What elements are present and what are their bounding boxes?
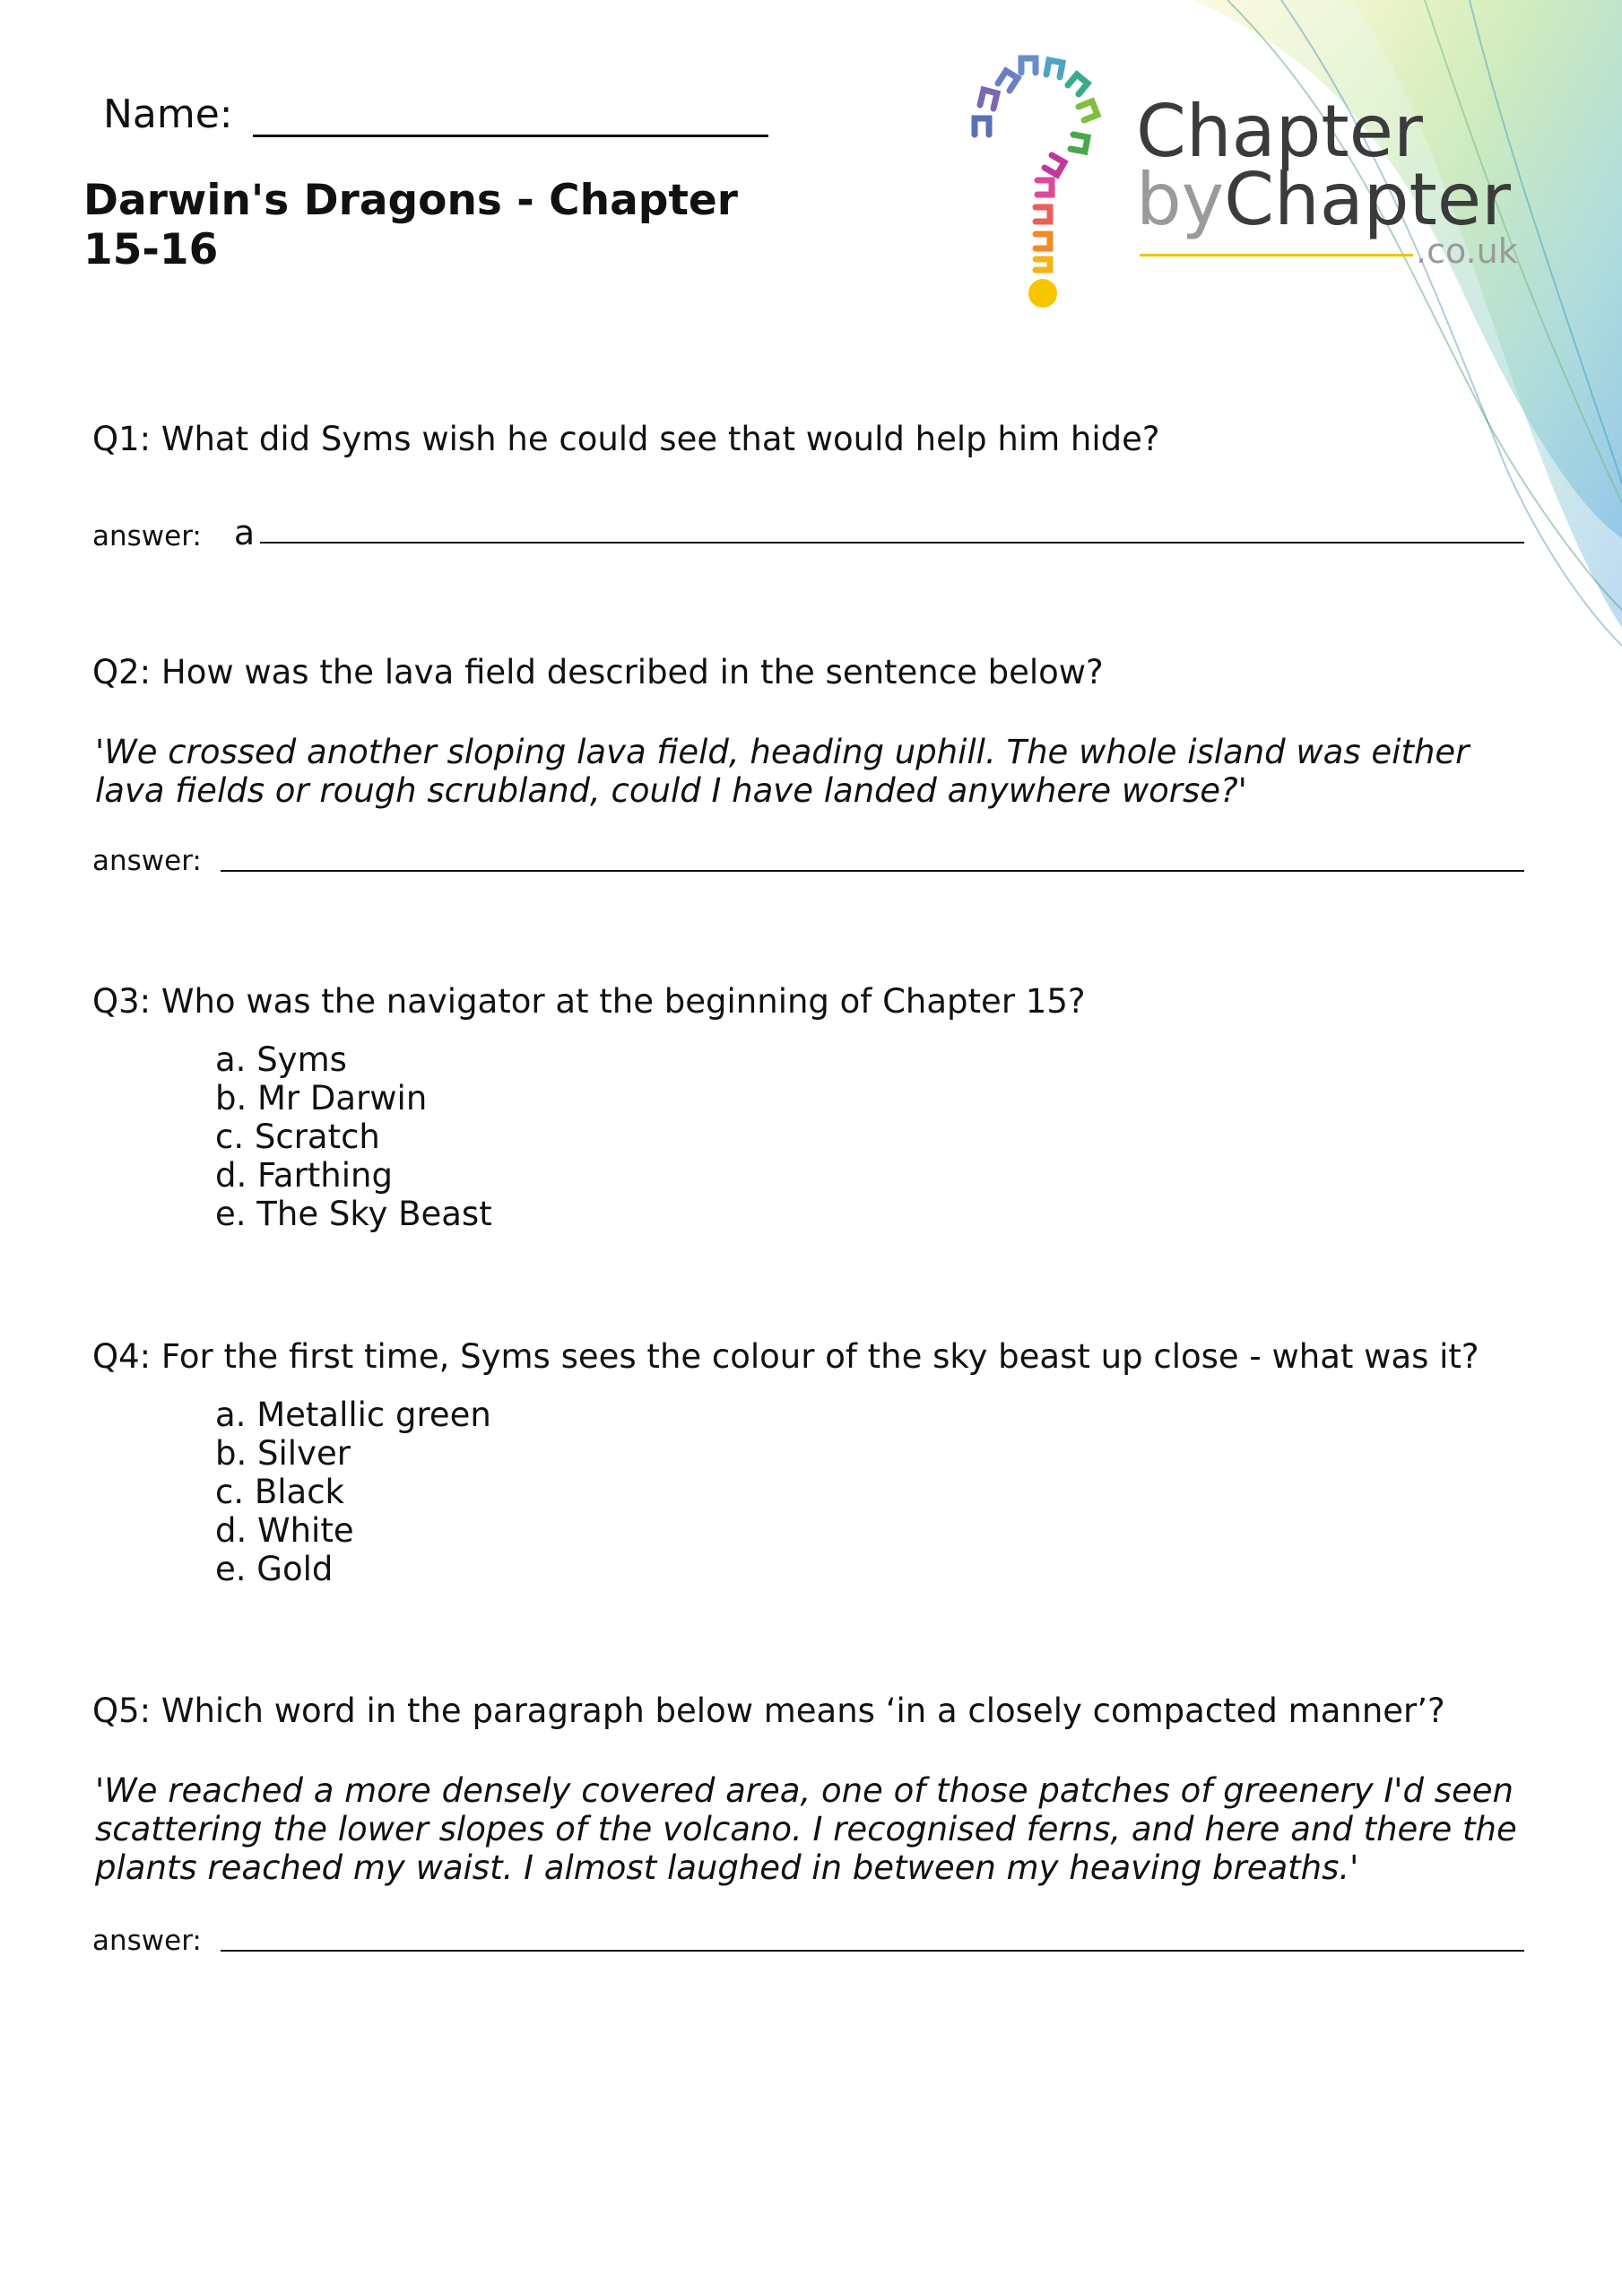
option[interactable]: a. Syms [215,1040,347,1079]
option[interactable]: b. Mr Darwin [215,1079,428,1118]
question-1: Q1: What did Syms wish he could see that would help him hide? [92,420,1160,458]
name-field [103,91,768,137]
logo-underline [1140,254,1413,257]
option[interactable]: e. Gold [215,1550,334,1588]
logo [964,49,1538,318]
name-label: Name: [103,91,233,137]
answer-label: answer: [92,1925,202,1957]
logo-text-chapter-2: Chapter [1224,158,1511,241]
logo-domain-suffix: .co.uk [1416,231,1518,271]
answer-line-2[interactable] [221,870,1524,872]
question-5-quote: 'We reached a more densely covered area, one of those patches of greenery I'd seen scattering the lower slopes of the volcano. I recognised ferns, and here and there the plants reached my waist. I almost laughed in between my heaving breaths.' [95,1771,1517,1887]
option[interactable]: b. Silver [215,1434,351,1473]
answer-value[interactable]: a [233,513,256,552]
option[interactable]: c. Scratch [215,1118,380,1156]
logo-text-chapter: Chapter [1136,90,1423,173]
option[interactable]: e. The Sky Beast [215,1195,492,1233]
question-mark-books-icon [964,49,1116,309]
question-5: Q5: Which word in the paragraph below means ‘in a closely compacted manner’? [92,1692,1445,1730]
option[interactable]: d. Farthing [215,1156,393,1195]
logo-text-bychapter [1136,158,1511,241]
question-4-options [215,1396,491,1588]
question-4: Q4: For the first time, Syms sees the colour of the sky beast up close - what was it? [92,1337,1479,1376]
answer-line-1[interactable] [260,542,1524,544]
worksheet-title: Darwin's Dragons - Chapter 15-16 [83,176,738,274]
answer-label: answer: [92,520,202,552]
answer-line-5[interactable] [221,1950,1524,1952]
option[interactable]: d. White [215,1511,354,1550]
question-3: Q3: Who was the navigator at the beginning of Chapter 15? [92,982,1086,1021]
logo-text-by: by [1136,158,1225,241]
answer-label: answer: [92,845,202,877]
question-2: Q2: How was the lava field described in the sentence below? [92,653,1104,691]
answer-row-1 [92,513,255,552]
answer-row-5 [92,1925,202,1957]
name-blank-line[interactable] [253,91,768,137]
option[interactable]: a. Metallic green [215,1396,491,1434]
question-2-quote: 'We crossed another sloping lava field, heading uphill. The whole island was either lava fields or rough scrubland, could I have landed anywhere worse?' [95,733,1470,810]
question-3-options [215,1040,492,1233]
answer-row-2 [92,845,202,877]
option[interactable]: c. Black [215,1473,344,1511]
